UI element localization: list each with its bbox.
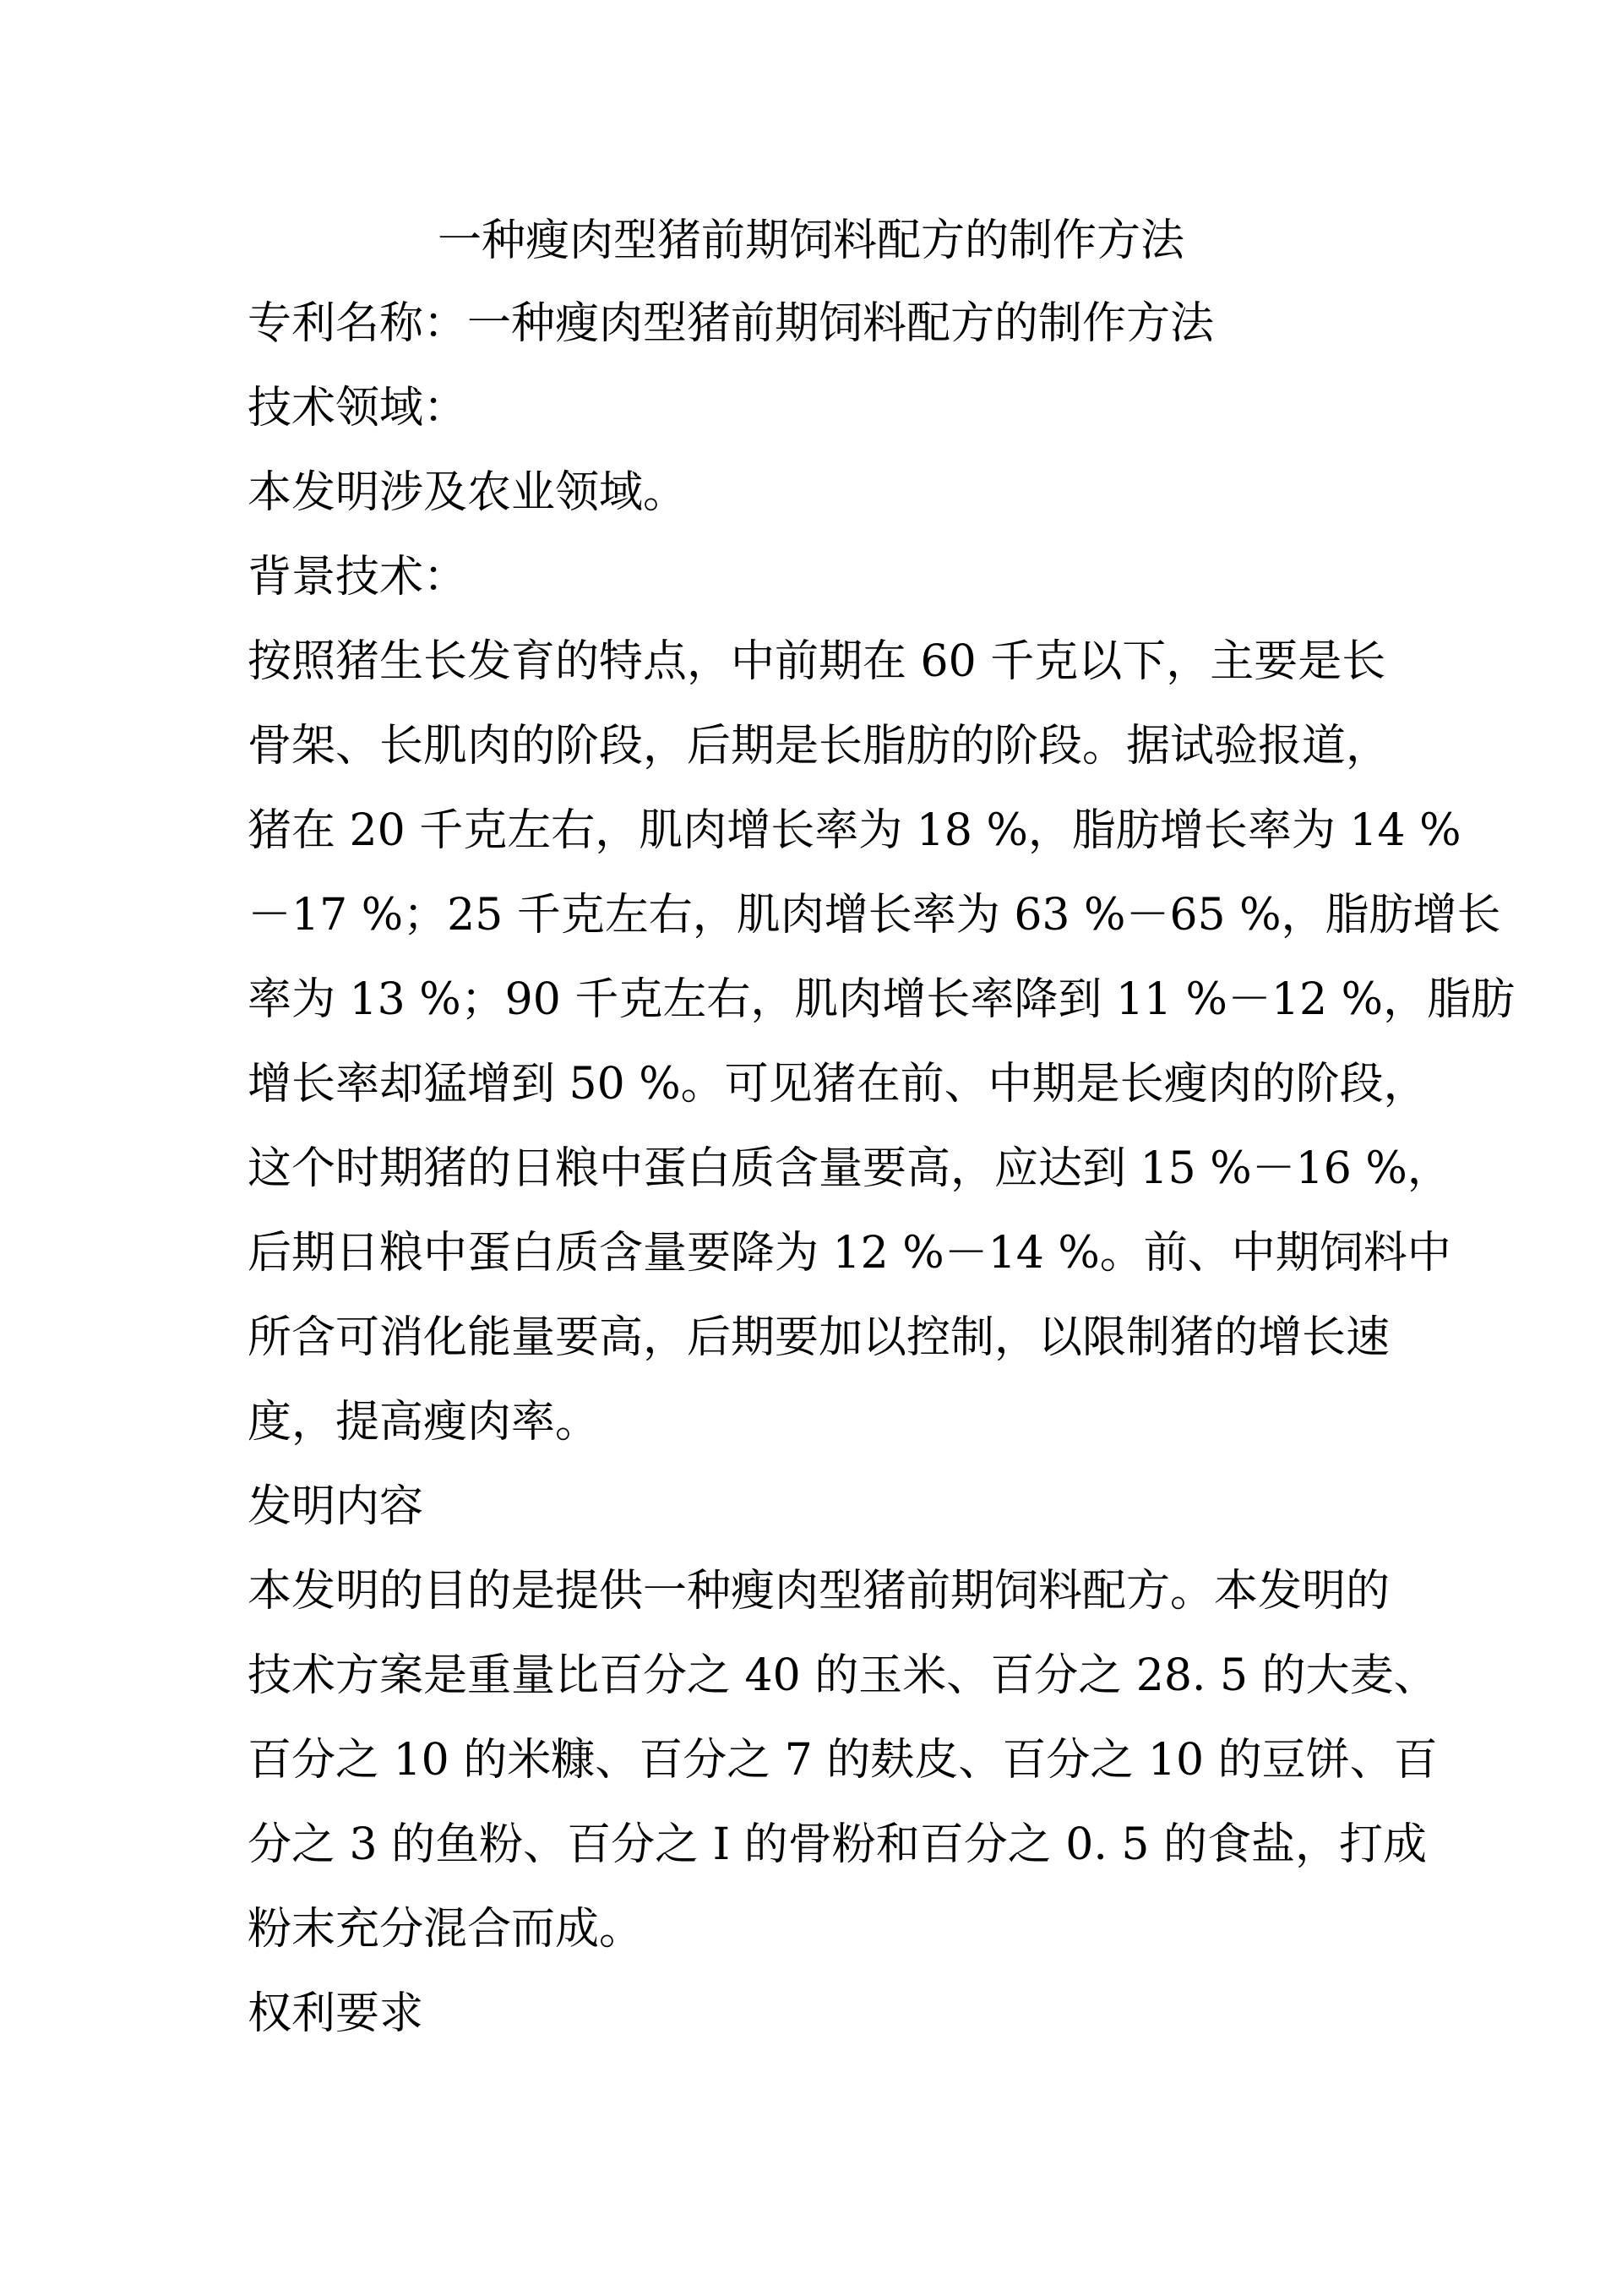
invention-line: 百分之 10 的米糠、百分之 7 的麸皮、百分之 10 的豆饼、百 bbox=[248, 1735, 1438, 1786]
background-line: －17 %；25 千克左右，肌肉增长率为 63 %－65 %，脂肪增长 bbox=[248, 890, 1501, 941]
patent-name-line: 专利名称：一种瘦肉型猪前期饲料配方的制作方法 bbox=[248, 298, 1215, 349]
invention-line: 分之 3 的鱼粉、百分之 I 的骨粉和百分之 0. 5 的食盐，打成 bbox=[248, 1819, 1428, 1870]
background-line: 率为 13 %；90 千克左右，肌肉增长率降到 11 %－12 %，脂肪 bbox=[248, 974, 1516, 1025]
claims-heading: 权利要求 bbox=[248, 1988, 424, 2039]
background-line: 度，提高瘦肉率。 bbox=[248, 1397, 600, 1448]
invention-line: 技术方案是重量比百分之 40 的玉米、百分之 28. 5 的大麦、 bbox=[248, 1650, 1438, 1701]
background-line: 这个时期猪的日粮中蛋白质含量要高，应达到 15 %－16 %， bbox=[248, 1143, 1451, 1194]
background-line: 增长率却猛增到 50 %。可见猪在前、中期是长瘦肉的阶段， bbox=[248, 1059, 1428, 1110]
background-line: 所含可消化能量要高，后期要加以控制，以限制猪的增长速 bbox=[248, 1312, 1391, 1363]
document-title: 一种瘦肉型猪前期饲料配方的制作方法 bbox=[437, 215, 1184, 266]
field-heading: 技术领域： bbox=[248, 383, 468, 434]
background-line: 按照猪生长发育的特点，中前期在 60 千克以下，主要是长 bbox=[248, 636, 1386, 687]
invention-heading: 发明内容 bbox=[248, 1481, 424, 1532]
invention-line: 本发明的目的是提供一种瘦肉型猪前期饲料配方。本发明的 bbox=[248, 1566, 1391, 1617]
background-heading: 背景技术： bbox=[248, 552, 468, 603]
background-line: 骨架、长肌肉的阶段，后期是长脂肪的阶段。据试验报道， bbox=[248, 721, 1391, 772]
invention-line: 粉末充分混合而成。 bbox=[248, 1904, 644, 1955]
field-text: 本发明涉及农业领域。 bbox=[248, 467, 688, 518]
background-line: 猪在 20 千克左右，肌肉增长率为 18 %，脂肪增长率为 14 % bbox=[248, 805, 1461, 856]
background-line: 后期日粮中蛋白质含量要降为 12 %－14 %。前、中期饲料中 bbox=[248, 1228, 1451, 1279]
